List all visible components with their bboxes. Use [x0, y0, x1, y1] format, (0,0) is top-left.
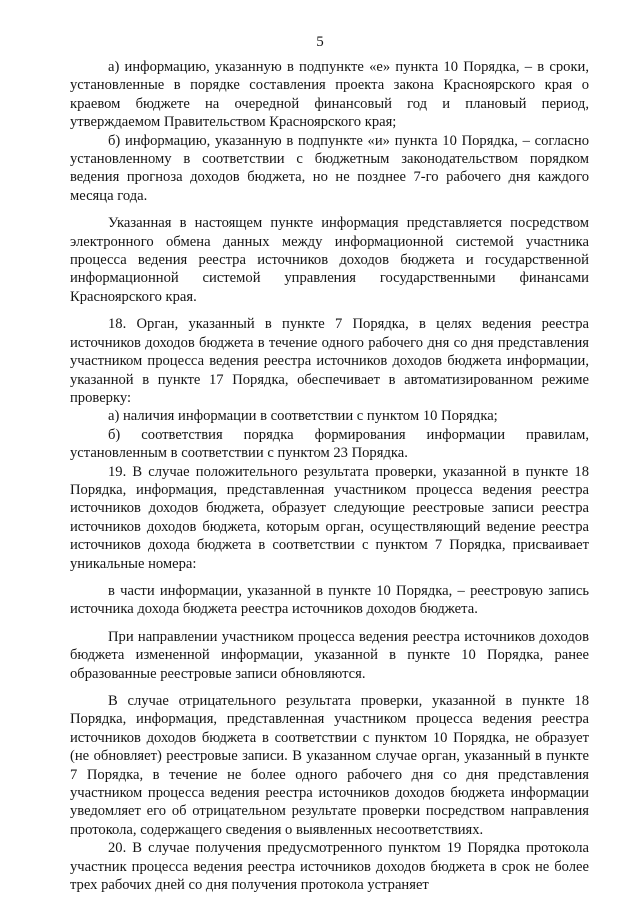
- paragraph-18a: а) наличия информации в соответствии с пунктом 10 Порядка;: [108, 408, 498, 425]
- paragraph-18b: б) соответствия порядка формирования информации правилам, установленным в соответствии с пунктом 23 Порядка.: [70, 426, 589, 462]
- paragraph-20: 20. В случае получения предусмотренного пунктом 19 Порядка протокола участник процесса ведения реестра источников доходов бюджета в срок не более трех рабочих дней со дня получения протокола устраняет: [70, 840, 589, 894]
- paragraph-19-registry-part: в части информации, указанной в пункте 10 Порядка, – реестровую запись источника дохода бюджета реестра источников доходов бюджета.: [70, 582, 589, 618]
- paragraph-19-negative: В случае отрицательного результата проверки, указанной в пункте 18 Порядка, информация, представленная участником процесса ведения реестра источников доходов бюджета в соответствии с пунктом 10 Порядка, не образует (не обновляет) реестровые записи. В указанном случае орган, указанный в пункте 7 Порядка, в течение не более одного рабочего дня со дня представления участником процесса ведения реестра источников доходов бюджета информации уведомляет его об отрицательном результате проверки посредством направления протокола, содержащего сведения о выявленных несоответствиях.: [70, 693, 589, 838]
- document-body: [70, 58, 589, 894]
- paragraph-17a: а) информацию, указанную в подпункте «е» пункта 10 Порядка, – в сроки, установленные в порядке составления проекта закона Красноярского края о краевом бюджете на очередной финансовый год и плановый период, утверждаемом Правительством Красноярского края;: [70, 59, 589, 131]
- paragraph-17-note: Указанная в настоящем пункте информация представляется посредством электронного обмена данных между информационной системой участника процесса ведения реестра источников доходов бюджета и государственной информационной системой управления государственными финансами Красноярского края.: [70, 215, 589, 305]
- paragraph-19-update: При направлении участником процесса ведения реестра источников доходов бюджета измененной информации, указанной в пункте 10 Порядка, ранее образованные реестровые записи обновляются.: [70, 628, 589, 682]
- paragraph-18: 18. Орган, указанный в пункте 7 Порядка, в целях ведения реестра источников доходов бюджета в течение одного рабочего дня со дня представления участником процесса ведения реестра источников доходов бюджета информации, указанной в пункте 17 Порядка, обеспечивает в автоматизированном режиме проверку:: [70, 316, 589, 406]
- paragraph-17b: б) информацию, указанную в подпункте «и» пункта 10 Порядка, – согласно установленному в соответствии с бюджетным законодательством порядком ведения прогноза доходов бюджета, но не позднее 7-го рабочего дня каждого месяца года.: [70, 132, 589, 204]
- page-number: 5: [316, 34, 324, 50]
- paragraph-19: 19. В случае положительного результата проверки, указанной в пункте 18 Порядка, информация, представленная участником процесса ведения реестра источников доходов бюджета, образует следующие реестровые записи реестра источников доходов бюджета, которым орган, осуществляющий ведение реестра источников дохода бюджета в соответствии с пунктом 7 Порядка, присваивает уникальные номера:: [70, 463, 589, 572]
